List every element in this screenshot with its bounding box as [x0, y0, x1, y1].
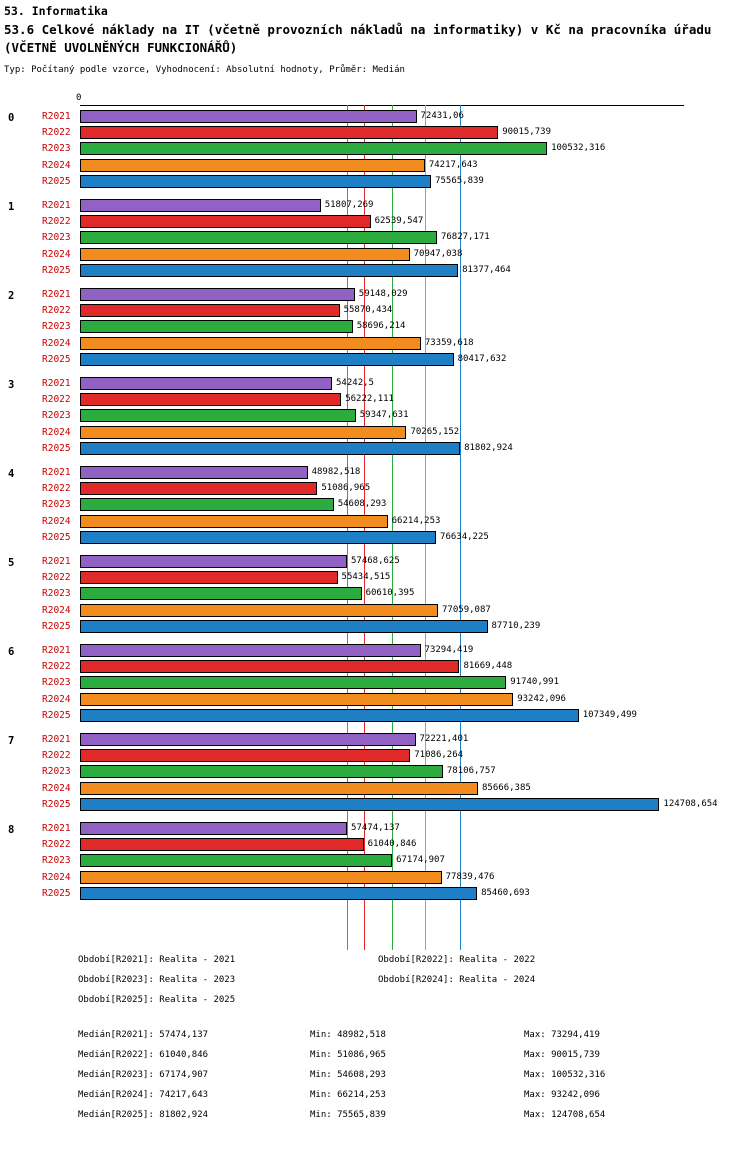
bar-r2025[interactable]: [80, 442, 460, 455]
bar-row: [0, 732, 750, 748]
page-title: 53.6 Celkové náklady na IT (včetně provozních nákladů na informatiky) v Kč na pracovníka úřadu (VČETNĚ UVOLNĚNÝCH FUNKCIONÁŘŮ): [4, 22, 712, 55]
bar-value-label: 85460,693: [481, 887, 530, 898]
bar-row-label: R2025: [42, 531, 71, 543]
plot-area: [0, 105, 750, 950]
bar-row: [0, 352, 750, 368]
bar-row-label: R2023: [42, 499, 71, 511]
max-value: Max: 73294,419: [524, 1030, 600, 1040]
bar-r2021[interactable]: [80, 555, 347, 568]
bar-value-label: 56222,111: [345, 394, 394, 405]
min-value: Min: 54608,293: [310, 1070, 386, 1080]
bar-value-label: 66214,253: [391, 515, 441, 526]
bar-r2025[interactable]: [80, 353, 454, 366]
bar-r2021[interactable]: [80, 377, 332, 390]
bar-row: [0, 570, 750, 586]
bar-row: [0, 141, 750, 157]
max-value: Max: 124708,654: [524, 1110, 606, 1120]
median-value: Medián[R2024]: 74217,643: [78, 1090, 209, 1100]
bar-row: [0, 214, 750, 230]
bar-row: [0, 659, 750, 675]
bar-row-label: R2024: [42, 426, 71, 438]
legend-row: [0, 995, 750, 1015]
bar-value-label: 57474,137: [351, 823, 400, 833]
bar-row: [0, 198, 750, 214]
bar-row: [0, 514, 750, 530]
min-value: Min: 51086,965: [310, 1050, 386, 1060]
bar-value-label: 51807,269: [324, 200, 374, 210]
median-value: Medián[R2023]: 67174,907: [78, 1070, 209, 1080]
bar-value-label: 58696,214: [356, 321, 406, 332]
statistics-row: [0, 1030, 750, 1050]
bar-row: [0, 336, 750, 352]
chart-legend: [0, 955, 750, 1015]
bar-row-label: R2024: [42, 693, 71, 705]
bar-row-label: R2022: [42, 127, 71, 139]
bar-row-label: R2021: [42, 111, 71, 122]
bar-r2025[interactable]: [80, 264, 458, 277]
bar-r2023[interactable]: [80, 765, 443, 778]
bar-row-label: R2021: [42, 200, 71, 211]
bar-row: [0, 263, 750, 279]
bar-group-index: 0: [8, 112, 15, 124]
bar-value-label: 90015,739: [502, 127, 551, 138]
bar-row: [0, 821, 750, 837]
bar-r2021[interactable]: [80, 110, 417, 123]
bar-row: [0, 287, 750, 303]
bar-value-label: 73359,618: [424, 337, 474, 348]
median-value: Medián[R2021]: 57474,137: [78, 1030, 209, 1040]
bar-row-label: R2024: [42, 337, 71, 349]
bar-row-label: R2025: [42, 353, 71, 365]
bar-row: [0, 675, 750, 691]
chart-section-title: 53. Informatika: [4, 4, 108, 18]
bar-row: [0, 319, 750, 335]
bar-row-label: R2023: [42, 855, 71, 867]
bar-value-label: 70265,152: [410, 426, 460, 437]
bar-r2022[interactable]: [80, 660, 459, 673]
bar-row-label: R2022: [42, 661, 71, 673]
bar-group: [0, 109, 750, 190]
bar-row: [0, 781, 750, 797]
bar-row-label: R2021: [42, 645, 71, 656]
bar-value-label: 81802,924: [464, 442, 513, 453]
bar-row-label: R2022: [42, 572, 71, 584]
bar-row: [0, 174, 750, 190]
bar-row: [0, 586, 750, 602]
bar-r2025[interactable]: [80, 175, 431, 188]
bar-group: [0, 821, 750, 902]
bar-value-label: 100532,316: [551, 143, 606, 154]
bar-r2021[interactable]: [80, 644, 421, 657]
bar-row-label: R2021: [42, 823, 71, 834]
bar-value-label: 87710,239: [491, 620, 541, 631]
bar-row-label: R2021: [42, 289, 71, 300]
bar-r2023[interactable]: [80, 231, 437, 244]
bar-row-label: R2023: [42, 677, 71, 689]
bar-value-label: 59347,631: [359, 410, 409, 421]
chart-subtitle: Typ: Počítaný podle vzorce, Vyhodnocení: Absolutní hodnoty, Průměr: Medián: [4, 65, 405, 75]
bar-value-label: 61040,846: [367, 839, 417, 850]
bar-value-label: 60610,395: [365, 588, 415, 599]
bar-row: [0, 619, 750, 635]
bar-row-label: R2025: [42, 887, 71, 899]
bar-row: [0, 392, 750, 408]
bar-value-label: 73294,419: [424, 645, 474, 655]
x-axis-line: [80, 105, 684, 106]
bar-row: [0, 837, 750, 853]
bar-r2024[interactable]: [80, 782, 478, 795]
bar-r2024[interactable]: [80, 515, 388, 528]
bar-row-label: R2021: [42, 734, 71, 745]
min-value: Min: 66214,253: [310, 1090, 386, 1100]
bar-row-label: R2024: [42, 871, 71, 883]
bar-r2022[interactable]: [80, 393, 341, 406]
bar-row: [0, 764, 750, 780]
bar-r2024[interactable]: [80, 871, 442, 884]
bar-r2023[interactable]: [80, 676, 506, 689]
bar-value-label: 71086,264: [414, 750, 464, 761]
bar-row-label: R2021: [42, 467, 71, 478]
bar-group: [0, 465, 750, 546]
bar-value-label: 77839,476: [445, 871, 495, 882]
bar-value-label: 72221,401: [419, 734, 469, 744]
bar-row: [0, 481, 750, 497]
bar-row: [0, 554, 750, 570]
bar-group: [0, 287, 750, 368]
bar-row: [0, 853, 750, 869]
bar-r2025[interactable]: [80, 798, 659, 811]
bar-value-label: 55870,434: [343, 305, 393, 316]
bar-r2022[interactable]: [80, 215, 371, 228]
bar-r2021[interactable]: [80, 466, 308, 479]
bar-row-label: R2025: [42, 264, 71, 276]
statistics-row: [0, 1050, 750, 1070]
bar-value-label: 76827,171: [440, 232, 490, 243]
bar-row: [0, 230, 750, 246]
bar-row-label: R2022: [42, 483, 71, 495]
bar-row-label: R2022: [42, 750, 71, 762]
bar-value-label: 81669,448: [463, 661, 513, 672]
legend-row: [0, 955, 750, 975]
bar-r2025[interactable]: [80, 887, 477, 900]
bar-value-label: 93242,096: [517, 693, 566, 704]
bar-r2024[interactable]: [80, 693, 513, 706]
bar-row-label: R2024: [42, 248, 71, 260]
bar-group: [0, 554, 750, 635]
median-value: Medián[R2022]: 61040,846: [78, 1050, 209, 1060]
bar-row-label: R2025: [42, 709, 71, 721]
bar-group-index: 5: [8, 557, 15, 569]
bar-row-label: R2025: [42, 175, 71, 187]
max-value: Max: 90015,739: [524, 1050, 600, 1060]
bar-group-index: 8: [8, 824, 15, 836]
bar-row-label: R2024: [42, 159, 71, 171]
bar-row-label: R2023: [42, 232, 71, 244]
bar-row: [0, 125, 750, 141]
bar-r2021[interactable]: [80, 199, 321, 212]
bar-value-label: 76634,225: [440, 531, 489, 542]
bar-row-label: R2023: [42, 766, 71, 778]
bar-row: [0, 886, 750, 902]
bar-row-label: R2024: [42, 515, 71, 527]
bar-value-label: 77059,087: [442, 604, 491, 615]
legend-item[interactable]: Období[R2022]: Realita - 2022: [378, 955, 536, 965]
bar-value-label: 81377,464: [462, 264, 511, 275]
bar-value-label: 74217,643: [428, 159, 478, 170]
bar-value-label: 67174,907: [396, 855, 445, 866]
bar-r2023[interactable]: [80, 409, 356, 422]
bar-value-label: 85666,385: [482, 782, 531, 793]
min-value: Min: 48982,518: [310, 1030, 386, 1040]
bar-group-index: 7: [8, 735, 15, 747]
bar-r2023[interactable]: [80, 854, 392, 867]
bar-row: [0, 643, 750, 659]
bar-value-label: 70947,038: [413, 248, 463, 259]
bar-value-label: 54608,293: [337, 499, 387, 510]
bar-r2023[interactable]: [80, 320, 353, 333]
bar-group: [0, 643, 750, 724]
bar-row-label: R2025: [42, 798, 71, 810]
statistics-row: [0, 1090, 750, 1110]
bar-row-label: R2022: [42, 394, 71, 406]
bar-r2023[interactable]: [80, 587, 362, 600]
bar-r2024[interactable]: [80, 337, 421, 350]
bar-r2025[interactable]: [80, 709, 579, 722]
bar-value-label: 72431,06: [420, 111, 464, 121]
bar-row: [0, 303, 750, 319]
min-value: Min: 75565,839: [310, 1110, 386, 1120]
bar-group: [0, 198, 750, 279]
bar-value-label: 51086,965: [321, 483, 371, 494]
bar-value-label: 107349,499: [582, 709, 637, 720]
bar-row: [0, 425, 750, 441]
bar-r2022[interactable]: [80, 482, 317, 495]
bar-value-label: 91740,991: [510, 677, 560, 688]
bar-r2022[interactable]: [80, 838, 364, 851]
bar-r2023[interactable]: [80, 142, 547, 155]
median-value: Medián[R2025]: 81802,924: [78, 1110, 209, 1120]
bar-row: [0, 603, 750, 619]
bar-r2022[interactable]: [80, 304, 340, 317]
bar-row-label: R2022: [42, 839, 71, 851]
legend-item[interactable]: Období[R2025]: Realita - 2025: [78, 995, 236, 1005]
bar-row-label: R2024: [42, 604, 71, 616]
bar-row: [0, 692, 750, 708]
bar-row: [0, 797, 750, 813]
x-axis-zero-tick: 0: [76, 93, 82, 103]
bar-row: [0, 376, 750, 392]
bar-row: [0, 465, 750, 481]
bar-r2024[interactable]: [80, 248, 410, 261]
legend-item[interactable]: Období[R2021]: Realita - 2021: [78, 955, 236, 965]
bar-r2025[interactable]: [80, 531, 436, 544]
bar-row: [0, 870, 750, 886]
bar-row: [0, 748, 750, 764]
bar-r2022[interactable]: [80, 749, 410, 762]
statistics-row: [0, 1110, 750, 1130]
bar-value-label: 57468,625: [351, 556, 400, 566]
bar-row-label: R2023: [42, 588, 71, 600]
bar-group-index: 3: [8, 379, 15, 391]
bar-r2023[interactable]: [80, 498, 334, 511]
bar-r2024[interactable]: [80, 159, 425, 172]
bar-value-label: 75565,839: [435, 175, 484, 186]
bar-value-label: 59148,029: [358, 289, 408, 299]
bar-row-label: R2023: [42, 143, 71, 155]
bar-r2025[interactable]: [80, 620, 488, 633]
bar-row: [0, 708, 750, 724]
bar-group: [0, 732, 750, 813]
bar-row-label: R2023: [42, 321, 71, 333]
bar-group-index: 4: [8, 468, 15, 480]
bar-r2021[interactable]: [80, 822, 347, 835]
bar-r2021[interactable]: [80, 288, 355, 301]
max-value: Max: 93242,096: [524, 1090, 600, 1100]
statistics-row: [0, 1070, 750, 1090]
bar-row-label: R2022: [42, 216, 71, 228]
bar-value-label: 78106,757: [446, 766, 496, 777]
bar-row: [0, 408, 750, 424]
bar-row: [0, 530, 750, 546]
bar-group-index: 1: [8, 201, 15, 213]
bar-row: [0, 247, 750, 263]
bar-row-label: R2023: [42, 410, 71, 422]
bar-value-label: 80417,632: [457, 353, 507, 364]
bar-row-label: R2025: [42, 442, 71, 454]
bar-row-label: R2022: [42, 305, 71, 317]
bar-group-index: 6: [8, 646, 15, 658]
bar-group: [0, 376, 750, 457]
bar-r2024[interactable]: [80, 604, 438, 617]
bar-r2022[interactable]: [80, 126, 498, 139]
bar-row: [0, 497, 750, 513]
bar-r2021[interactable]: [80, 733, 416, 746]
bar-row: [0, 158, 750, 174]
bar-row-label: R2021: [42, 556, 71, 567]
bar-value-label: 54242,5: [336, 378, 374, 388]
legend-item[interactable]: Období[R2024]: Realita - 2024: [378, 975, 536, 985]
bar-row-label: R2024: [42, 782, 71, 794]
bar-row: [0, 441, 750, 457]
bar-value-label: 124708,654: [663, 798, 718, 809]
bar-r2024[interactable]: [80, 426, 406, 439]
bar-value-label: 62539,547: [374, 216, 424, 227]
bar-row-label: R2021: [42, 378, 71, 389]
bar-value-label: 55434,515: [341, 572, 391, 583]
legend-item[interactable]: Období[R2023]: Realita - 2023: [78, 975, 236, 985]
legend-row: [0, 975, 750, 995]
bar-row-label: R2025: [42, 620, 71, 632]
max-value: Max: 100532,316: [524, 1070, 606, 1080]
bar-value-label: 48982,518: [311, 467, 361, 477]
bar-group-index: 2: [8, 290, 15, 302]
chart-statistics: [0, 1030, 750, 1130]
bar-row: [0, 109, 750, 125]
bar-r2022[interactable]: [80, 571, 338, 584]
